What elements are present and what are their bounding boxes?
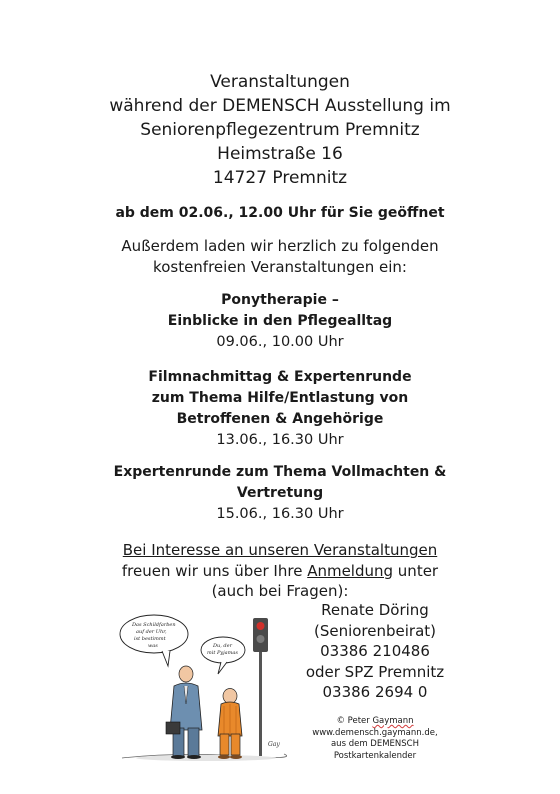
header-line: Seniorenpflegezentrum Premnitz (140, 120, 420, 140)
event-datetime: 13.06., 16.30 Uhr (216, 432, 344, 448)
contact-line: oder SPZ Premnitz (305, 662, 445, 681)
header-line: Veranstaltungen (210, 72, 350, 92)
header-line: Heimstraße 16 (217, 144, 343, 164)
event-title-line: Betroffenen & Angehörige (176, 411, 384, 427)
header-line: 14727 Premnitz (212, 168, 348, 188)
registration-keyword: Anmeldung (307, 561, 394, 580)
intro-line: kostenfreien Veranstaltungen ein: (153, 257, 407, 276)
image-credit (292, 716, 458, 762)
event-title-line: Filmnachmittag & Expertenrunde (148, 369, 412, 385)
opening-text: ab dem 02.06., 12.00 Uhr für Sie geöffnet (115, 205, 445, 221)
contact-line: (Seniorenbeirat) (313, 621, 437, 640)
bubble-left-text: Das Schildfarben (132, 622, 176, 628)
event-datetime: 09.06., 10.00 Uhr (216, 334, 344, 350)
registration-info (0, 540, 560, 602)
credit-line: aus dem DEMENSCH (330, 739, 420, 749)
bubble-right-text: mit Pyjamas (207, 650, 238, 656)
event-filmnachmittag (0, 367, 560, 451)
registration-line (0, 561, 560, 582)
header-line: während der DEMENSCH Ausstellung im (109, 96, 451, 116)
credit-text: © Peter (336, 716, 373, 726)
intro-text (0, 236, 560, 277)
contact-info (290, 600, 460, 703)
man-in-pajamas (218, 689, 242, 760)
registration-headline: Bei Interesse an unseren Veranstaltungen (122, 541, 438, 559)
bubble-left-text: was (148, 643, 158, 649)
cartoon-signature: Gay (268, 741, 280, 748)
event-datetime: 15.06., 16.30 Uhr (216, 506, 344, 522)
credit-line (292, 716, 458, 728)
registration-note: (auch bei Fragen): (211, 582, 349, 600)
event-title-line: Expertenrunde zum Thema Vollmachten & (113, 464, 447, 480)
bubble-left-text: ist bestimmt (134, 636, 166, 642)
man-in-suit (166, 666, 202, 759)
cartoon-illustration (118, 612, 288, 764)
registration-text: freuen wir uns über Ihre (121, 561, 308, 580)
bubble-right-text: Du, der (213, 643, 232, 649)
event-title-line: zum Thema Hilfe/Entlastung von (151, 390, 409, 406)
contact-line: Renate Döring (321, 601, 429, 619)
event-title-line: Einblicke in den Pflegealltag (167, 313, 393, 329)
registration-text: unter (393, 561, 439, 580)
bubble-left-text: auf der Uhr, (136, 629, 167, 635)
intro-line: Außerdem laden wir herzlich zu folgenden (121, 237, 439, 255)
credit-author: Gaymann (372, 716, 414, 726)
opening-hours (0, 203, 560, 223)
event-ponytherapie (0, 290, 560, 353)
event-header (0, 70, 560, 190)
contact-phone: 03386 210486 (320, 642, 430, 660)
credit-line: Postkartenkalender (333, 750, 417, 761)
event-title-line: Vertretung (236, 485, 324, 501)
event-vollmachten (0, 462, 560, 525)
event-title-line: Ponytherapie – (221, 292, 339, 308)
credit-url: www.demensch.gaymann.de, (312, 727, 438, 738)
contact-phone: 03386 2694 0 (322, 683, 428, 701)
